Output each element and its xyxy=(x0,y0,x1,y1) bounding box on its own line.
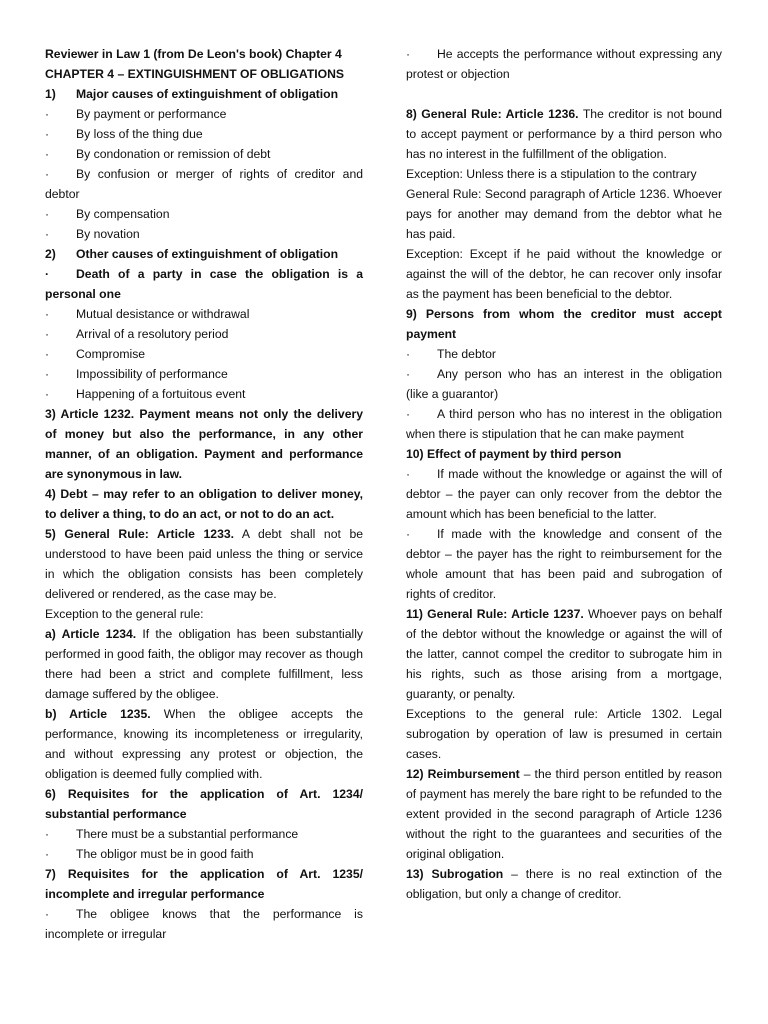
list-item: · If made without the knowledge or against the will of debtor – the payer can only recover from the debtor the amount which has been beneficial to the latter. xyxy=(406,467,722,521)
list-item: · Any person who has an interest in the obligation (like a guarantor) xyxy=(406,367,722,401)
list-item: · By condonation or remission of debt xyxy=(45,147,271,161)
exception-label: Exception to the general rule: xyxy=(45,607,204,621)
list-item: · Compromise xyxy=(45,347,146,361)
document-title: Reviewer in Law 1 (from De Leon's book) Chapter 4 xyxy=(45,47,342,61)
list-item: · Happening of a fortuitous event xyxy=(45,387,246,401)
list-item: · By compensation xyxy=(45,207,170,221)
list-item: · A third person who has no interest in the obligation when there is stipulation that he can make payment xyxy=(406,407,722,441)
list-item: · By payment or performance xyxy=(45,107,227,121)
list-item: · Death of a party in case the obligation is a personal one xyxy=(45,267,363,301)
section-2-heading: 2) Other causes of extinguishment of obligation xyxy=(45,247,339,261)
list-item: · If made with the knowledge and consent of the debtor – the payer has the right to reimbursement for the whole amount that has been paid and subrogation of rights of creditor. xyxy=(406,527,722,601)
section-3: 3) Article 1232. Payment means not only the delivery of money but also the performance, in any other manner, of an obligation. Payment and performance are synonymous in law. xyxy=(45,407,363,481)
exception-1: Exception: Unless there is a stipulation to the contrary xyxy=(406,167,697,181)
left-column xyxy=(45,44,363,944)
list-item: · The obligee knows that the performance is incomplete or irregular xyxy=(45,907,363,941)
list-item: · Arrival of a resolutory period xyxy=(45,327,229,341)
section-11: 11) General Rule: Article 1237. Whoever pays on behalf of the debtor without the knowledge or against the will of the latter, cannot compel the creditor to subrogate him in his rights, such as those arising from a mortgage, guaranty, or penalty. xyxy=(406,607,722,701)
section-4: 4) Debt – may refer to an obligation to deliver money, to deliver a thing, to do an act, or not to do an act. xyxy=(45,487,363,521)
section-8: 8) General Rule: Article 1236. The creditor is not bound to accept payment or performance by a third person who has no interest in the fulfillment of the obligation. xyxy=(406,107,723,161)
section-6-heading: 6) Requisites for the application of Art. 1234/ substantial performance xyxy=(45,787,363,821)
section-1-heading: 1) Major causes of extinguishment of obligation xyxy=(45,87,339,101)
right-column xyxy=(406,44,722,904)
exception-b: b) Article 1235. When the obligee accepts the performance, knowing its incompleteness or irregularity, and without expressing any protest or objection, the obligation is deemed fully complied with. xyxy=(45,707,363,781)
section-9-heading: 9) Persons from whom the creditor must accept payment xyxy=(406,307,722,341)
general-rule-2: General Rule: Second paragraph of Article 1236. Whoever pays for another may demand from the debtor what he has paid. xyxy=(406,187,722,241)
list-item: · By confusion or merger of rights of creditor and debtor xyxy=(45,167,363,201)
list-item: · Mutual desistance or withdrawal xyxy=(45,307,250,321)
chapter-title: CHAPTER 4 – EXTINGUISHMENT OF OBLIGATIONS xyxy=(45,67,345,81)
exception-2: Exception: Except if he paid without the knowledge or against the will of the debtor, he can recover only insofar as the payment has been beneficial to the debtor. xyxy=(406,247,722,301)
section-10-heading: 10) Effect of payment by third person xyxy=(406,447,622,461)
list-item: · There must be a substantial performance xyxy=(45,827,299,841)
list-item: · The obligor must be in good faith xyxy=(45,847,254,861)
section-13: 13) Subrogation – there is no real extinction of the obligation, but only a change of creditor. xyxy=(406,867,723,901)
list-item: · By novation xyxy=(45,227,140,241)
list-item: · By loss of the thing due xyxy=(45,127,203,141)
exceptions-label: Exceptions to the general rule: Article 1302. Legal subrogation by operation of law is presumed in certain cases. xyxy=(406,707,722,761)
list-item: · Impossibility of performance xyxy=(45,367,228,381)
list-item: · The debtor xyxy=(406,347,496,361)
exception-a: a) Article 1234. If the obligation has been substantially performed in good faith, the obligor may recover as though there had been a strict and complete fulfillment, less damage suffered by the obligee. xyxy=(45,627,363,701)
section-12: 12) Reimbursement – the third person entitled by reason of payment has merely the bare right to be refunded to the extent provided in the second paragraph of Article 1236 without the right to the guarantees and securities of the original obligation. xyxy=(406,767,722,861)
section-5: 5) General Rule: Article 1233. A debt shall not be understood to have been paid unless the thing or service in which the obligation consists has been completely delivered or rendered, as the case may be. xyxy=(45,527,364,601)
section-7-heading: 7) Requisites for the application of Art. 1235/ incomplete and irregular performance xyxy=(45,867,363,901)
list-item: · He accepts the performance without expressing any protest or objection xyxy=(406,47,722,81)
